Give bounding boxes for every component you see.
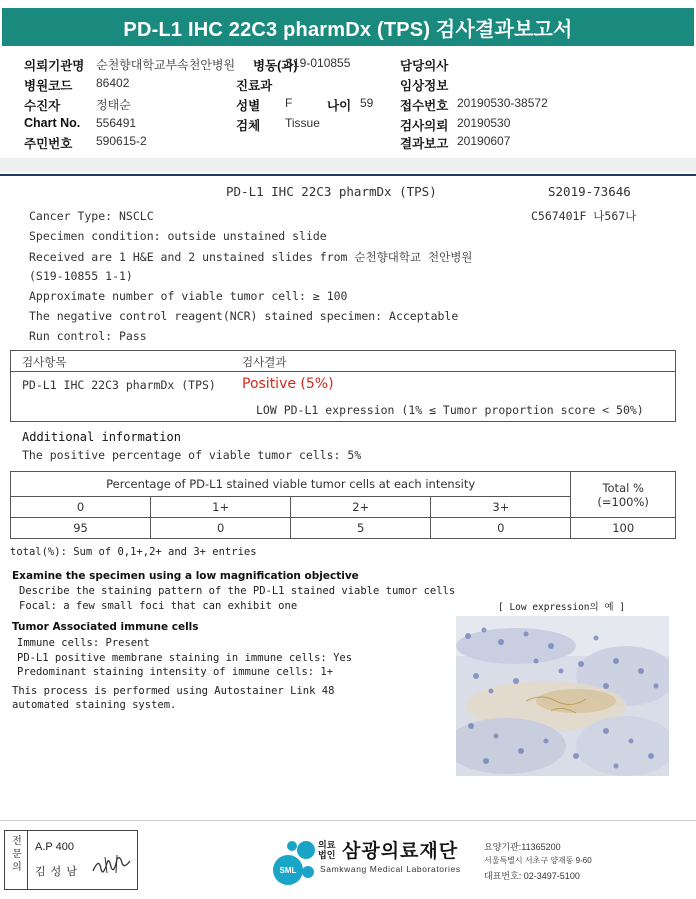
immune-heading: Tumor Associated immune cells bbox=[12, 621, 199, 633]
age-value: 59 bbox=[360, 96, 374, 110]
signature-box bbox=[4, 830, 138, 890]
intensity-col-1: 1+ bbox=[151, 497, 291, 518]
intensity-col-2: 2+ bbox=[291, 497, 431, 518]
report-line-5: Approximate number of viable tumor cell: ≥ 100 bbox=[29, 289, 348, 303]
intensity-val-0: 95 bbox=[11, 518, 151, 539]
clinical-info-label: 임상정보 bbox=[400, 79, 449, 93]
example-caption: [ Low expression의 예 ] bbox=[498, 602, 626, 613]
footer-rule bbox=[0, 820, 696, 821]
request-label: 검사의뢰 bbox=[400, 119, 449, 133]
process-line-2: automated staining system. bbox=[12, 699, 177, 711]
sex-value: F bbox=[285, 96, 293, 110]
report-number: S2019-73646 bbox=[548, 184, 631, 199]
patient-label: 수진자 bbox=[24, 99, 61, 113]
doctor-name: 김 성 남 bbox=[35, 866, 78, 878]
license: 요양기관:11365200 bbox=[484, 842, 561, 852]
sex-label: 성별 bbox=[236, 99, 261, 113]
additional-heading: Additional information bbox=[22, 430, 181, 444]
micrograph-svg bbox=[456, 616, 669, 776]
title-bar bbox=[0, 0, 696, 50]
sml-logo-icon bbox=[270, 834, 320, 886]
total-header-2: (=100%) bbox=[597, 494, 649, 509]
org-small: 의료법인 bbox=[318, 840, 336, 860]
result-col2-header: 검사결과 bbox=[242, 355, 287, 369]
total-header bbox=[571, 472, 676, 518]
address: 서울특별시 서초구 양재동 9-60 bbox=[484, 856, 592, 865]
receipt-value: 20190530-38572 bbox=[457, 96, 548, 110]
process-line-1: This process is performed using Autostainer Link 48 bbox=[12, 685, 335, 697]
intensity-table bbox=[10, 471, 676, 539]
separator-band bbox=[0, 158, 696, 172]
signature-divider bbox=[27, 831, 28, 889]
report-line-7: Run control: Pass bbox=[29, 329, 147, 343]
specimen-value: Tissue bbox=[285, 116, 320, 130]
separator-rule bbox=[0, 174, 696, 176]
immune-line-2: PD-L1 positive membrane staining in immune cells: Yes bbox=[17, 652, 353, 664]
examine-line-1: Describe the staining pattern of the PD-L1 stained viable tumor cells bbox=[19, 585, 456, 597]
dept-label: 병동(과) bbox=[253, 59, 298, 73]
hospital-code-value: 86402 bbox=[96, 76, 130, 90]
header-row-1 bbox=[24, 56, 84, 74]
hospital-code-label: 병원코드 bbox=[24, 79, 73, 93]
report-line-4: (S19-10855 1-1) bbox=[29, 269, 133, 283]
examine-heading: Examine the specimen using a low magnification objective bbox=[12, 570, 359, 582]
intensity-val-1: 0 bbox=[151, 518, 291, 539]
doctor-label: 담당의사 bbox=[400, 59, 449, 73]
test-name: PD-L1 IHC 22C3 pharmDx (TPS) bbox=[226, 184, 437, 199]
age-label: 나이 bbox=[327, 99, 352, 113]
intensity-col-0: 0 bbox=[11, 497, 151, 518]
department-label: 진료과 bbox=[236, 79, 273, 93]
immune-line-3: Predominant staining intensity of immune cells: 1+ bbox=[17, 666, 334, 678]
report-code: C567401F 나567나 bbox=[531, 209, 637, 223]
additional-text: The positive percentage of viable tumor cells: 5% bbox=[22, 448, 362, 462]
intensity-total: 100 bbox=[571, 518, 676, 539]
report-title: PD-L1 IHC 22C3 pharmDx (TPS) 검사결과보고서 bbox=[2, 8, 694, 46]
phone: 대표번호: 02-3497-5100 bbox=[484, 871, 580, 881]
report-date-label: 결과보고 bbox=[400, 137, 449, 151]
institution-value: 순천향대학교부속천안병원 bbox=[96, 58, 236, 72]
report-line-2: Specimen condition: outside unstained slide bbox=[29, 229, 327, 243]
intensity-val-3: 0 bbox=[431, 518, 571, 539]
intensity-header: Percentage of PD-L1 stained viable tumor cells at each intensity bbox=[11, 472, 571, 497]
request-value: 20190530 bbox=[457, 116, 511, 130]
patient-value: 정태순 bbox=[96, 98, 131, 112]
org-name: 삼광의료재단 bbox=[342, 840, 459, 862]
result-item: PD-L1 IHC 22C3 pharmDx (TPS) bbox=[22, 378, 216, 392]
report-date-value: 20190607 bbox=[457, 134, 511, 148]
result-col1-header: 검사항목 bbox=[22, 355, 67, 369]
specialist-label: 전문의 bbox=[12, 836, 22, 873]
result-value: Positive (5%) bbox=[242, 376, 334, 392]
institution-label: 의뢰기관명 bbox=[24, 59, 85, 73]
intensity-col-3: 3+ bbox=[431, 497, 571, 518]
report-line-6: The negative control reagent(NCR) stained specimen: Acceptable bbox=[29, 309, 459, 323]
dept-value: S19-010855 bbox=[285, 56, 351, 70]
chart-value: 556491 bbox=[96, 116, 137, 130]
report-line-1: Cancer Type: NSCLC bbox=[29, 209, 154, 223]
result-box-divider bbox=[11, 371, 675, 372]
report-line-3: Received are 1 H&E and 2 unstained slides from 순천향대학교 천안병원 bbox=[29, 250, 473, 264]
micrograph-image bbox=[456, 616, 669, 776]
result-note: LOW PD-L1 expression (1% ≤ Tumor proportion score < 50%) bbox=[256, 403, 644, 417]
id-label: 주민번호 bbox=[24, 137, 73, 151]
table-footnote: total(%): Sum of 0,1+,2+ and 3+ entries bbox=[10, 546, 257, 558]
chart-label: Chart No. bbox=[24, 116, 81, 130]
ap-label: A.P 400 bbox=[35, 841, 74, 853]
org-english: Samkwang Medical Laboratories bbox=[320, 864, 461, 874]
signature-icon bbox=[91, 851, 135, 879]
specimen-label: 검체 bbox=[236, 119, 261, 133]
logo-text: SML bbox=[279, 866, 297, 875]
examine-line-2: Focal: a few small foci that can exhibit one bbox=[19, 600, 298, 612]
id-value: 590615-2 bbox=[96, 134, 147, 148]
intensity-val-2: 5 bbox=[291, 518, 431, 539]
receipt-label: 접수번호 bbox=[400, 99, 449, 113]
total-header-1: Total % bbox=[602, 480, 644, 495]
immune-line-1: Immune cells: Present bbox=[17, 637, 150, 649]
